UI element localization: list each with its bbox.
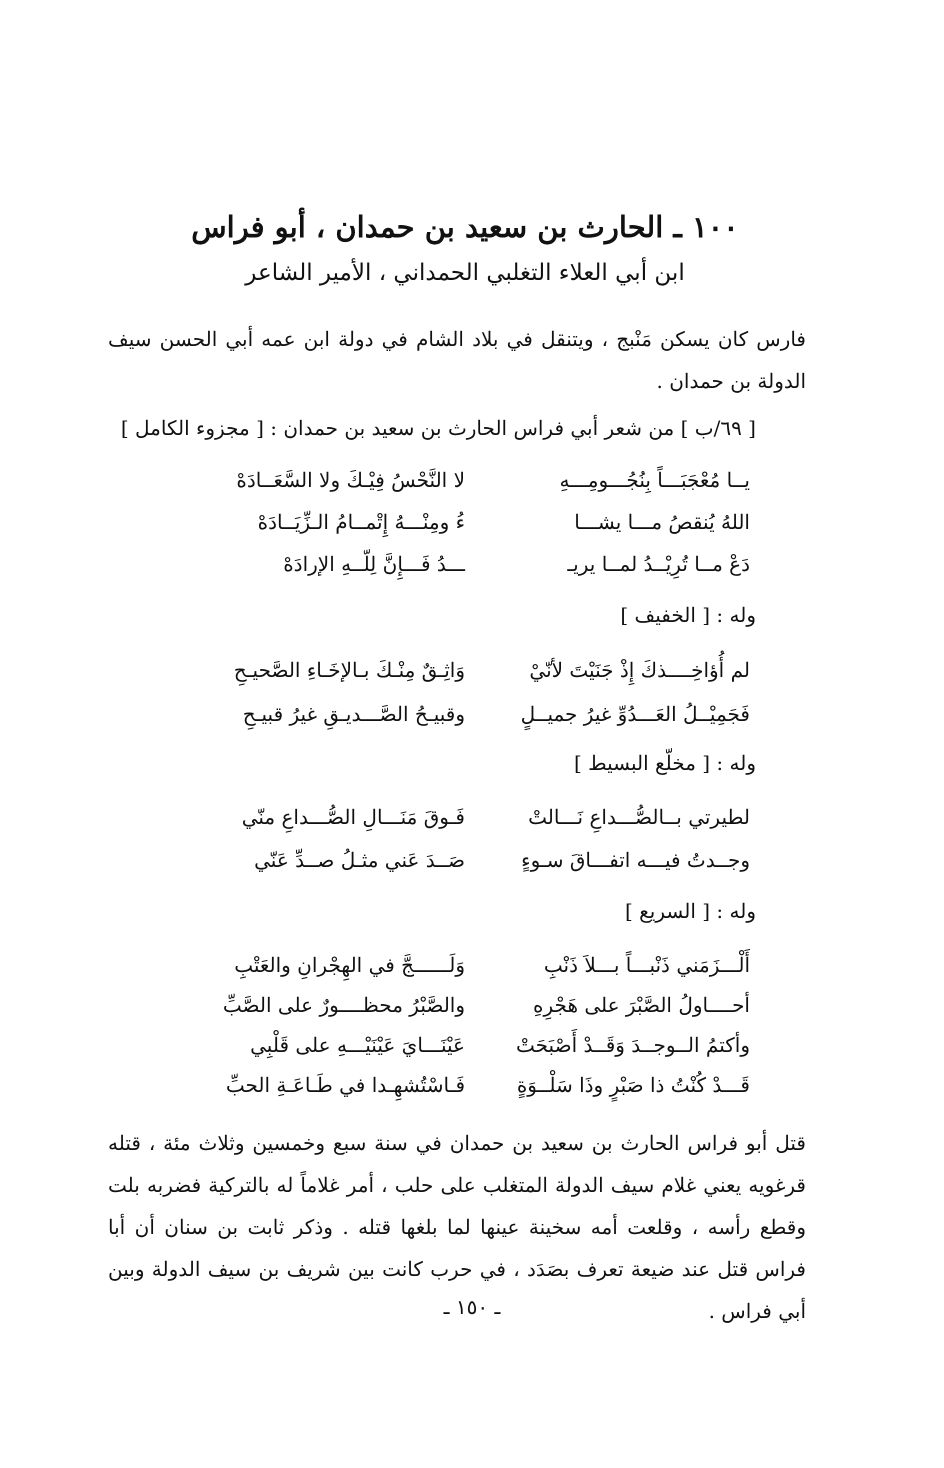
verse-line — [150, 458, 770, 502]
verse-second-hemistich: فَـاسْتُشهِـدا في طَـاعَـةِ الحبِّ — [225, 1073, 465, 1097]
section-label-2: وله : [ الخفيف ] — [620, 603, 756, 627]
verse-second-hemistich: وَلَــــــجَّ في الهِجْرانِ والعَتْبِ — [234, 953, 465, 977]
verse-line — [150, 542, 770, 586]
verse-line — [150, 1023, 770, 1067]
closing-paragraph: قتل أبو فراس الحارث بن سعيد بن حمدان في سنة سبع وخمسين وثلاث مئة ، قتله قرغويه يعني غلام سيف الدولة المتغلب على حلب ، أمر غلاماً له بالتركية فضربه بلت وقطع رأسه ، وقلعت أمه سخينة عينها لما بلغها قتله . وذكر ثابت بن سنان أن أبا فراس قتل عند ضيعة تعرف بصَدَد ، في حرب كانت بين شريف بن سيف الدولة وبين أبي فراس . — [108, 1131, 806, 1323]
verse-first-hemistich: أَلْـــزَمَني ذَنْبـــاً بـــلاَ ذَنْبِ — [543, 953, 750, 977]
verse-second-hemistich: وقبيـحُ الصَّـــديـقِ غيرُ قبيـحِ — [242, 702, 465, 726]
verse-line — [150, 500, 770, 544]
verse-first-hemistich: لم أُؤاخِــــذكَ إِذْ جَنَيْتَ لأنّيْ — [529, 658, 750, 682]
verse-second-hemistich: فَـوقَ مَنَـــالِ الصُّـــداعِ منّي — [241, 805, 465, 829]
verse-line — [150, 795, 770, 839]
verse-second-hemistich: ءُ ومِنْـــهُ إِتْمــامُ الـزِّيَــادَهْ — [257, 510, 465, 534]
section-label-3: وله : [ مخلّع البسيط ] — [573, 751, 756, 775]
verse-line — [150, 838, 770, 882]
verse-line — [150, 692, 770, 736]
verse-second-hemistich: ـــدُ فَـــإِنَّ لِلّــهِ الإرادَهْ — [283, 552, 465, 576]
section-label-1: [ ٦٩/ب ] من شعر أبي فراس الحارث بن سعيد بن حمدان : [ مجزوء الكامل ] — [120, 416, 756, 440]
verse-first-hemistich: أحــــاولُ الصَّبْرَ على هَجْرِهِ — [533, 993, 750, 1017]
verse-first-hemistich: دَعْ مــا تُرِيْــدُ لمــا يريـ — [567, 552, 750, 576]
entry-subtitle: ابن أبي العلاء التغلبي الحمداني ، الأمير الشاعر — [245, 260, 685, 286]
verse-second-hemistich: وَاثِـقٌ مِنْـكَ بـالإخَـاءِ الصَّحيـحِ — [233, 658, 465, 682]
verse-first-hemistich: اللهُ يُنقصُ مـــا يشـــا — [574, 510, 750, 534]
page-number: ـ ١٥٠ ـ — [443, 1295, 501, 1319]
verse-first-hemistich: يــا مُعْجَبَـــاً بِنُجُـــومِـــهِ — [559, 468, 750, 492]
verse-line — [150, 648, 770, 692]
verse-first-hemistich: قَـــدْ كُنْتُ ذا صَبْرٍ وذَا سَلْــوَةٍ — [516, 1073, 750, 1097]
section-label-4: وله : [ السريع ] — [625, 899, 756, 923]
verse-second-hemistich: صَــدَ عَني مثـلُ صــدِّ عَنّي — [254, 848, 465, 872]
verse-first-hemistich: وأكتمُ الــوجــدَ وَقَــدْ أَصْبَحَتْ — [516, 1033, 750, 1057]
verse-line — [150, 983, 770, 1027]
verse-first-hemistich: فَجَمِيْــلُ العَـــدُوِّ غيرُ جميــلٍ — [520, 702, 750, 726]
entry-title: ١٠٠ ـ الحارث بن سعيد بن حمدان ، أبو فراس — [191, 210, 739, 244]
verse-first-hemistich: وجــدتُ فيـــه اتفـــاقَ سـوءٍ — [521, 848, 750, 872]
verse-line — [150, 943, 770, 987]
verse-first-hemistich: لطيرتي بــالصُّـــداعِ نَـــالتْ — [528, 805, 750, 829]
verse-line — [150, 1063, 770, 1107]
verse-second-hemistich: لا النَّحْسُ فِيْـكَ ولا السَّعَــادَهْ — [236, 468, 465, 492]
verse-second-hemistich: والصَّبْرُ محظــــورٌ على الصَّبِّ — [222, 993, 465, 1017]
verse-second-hemistich: عَيْنَـــايَ عَيْنَيْـــهِ على قَلْبِي — [250, 1033, 465, 1057]
intro-paragraph: فارس كان يسكن مَنْبج ، ويتنقل في بلاد الشام في دولة ابن عمه أبي الحسن سيف الدولة بن حمدان . — [108, 327, 806, 393]
